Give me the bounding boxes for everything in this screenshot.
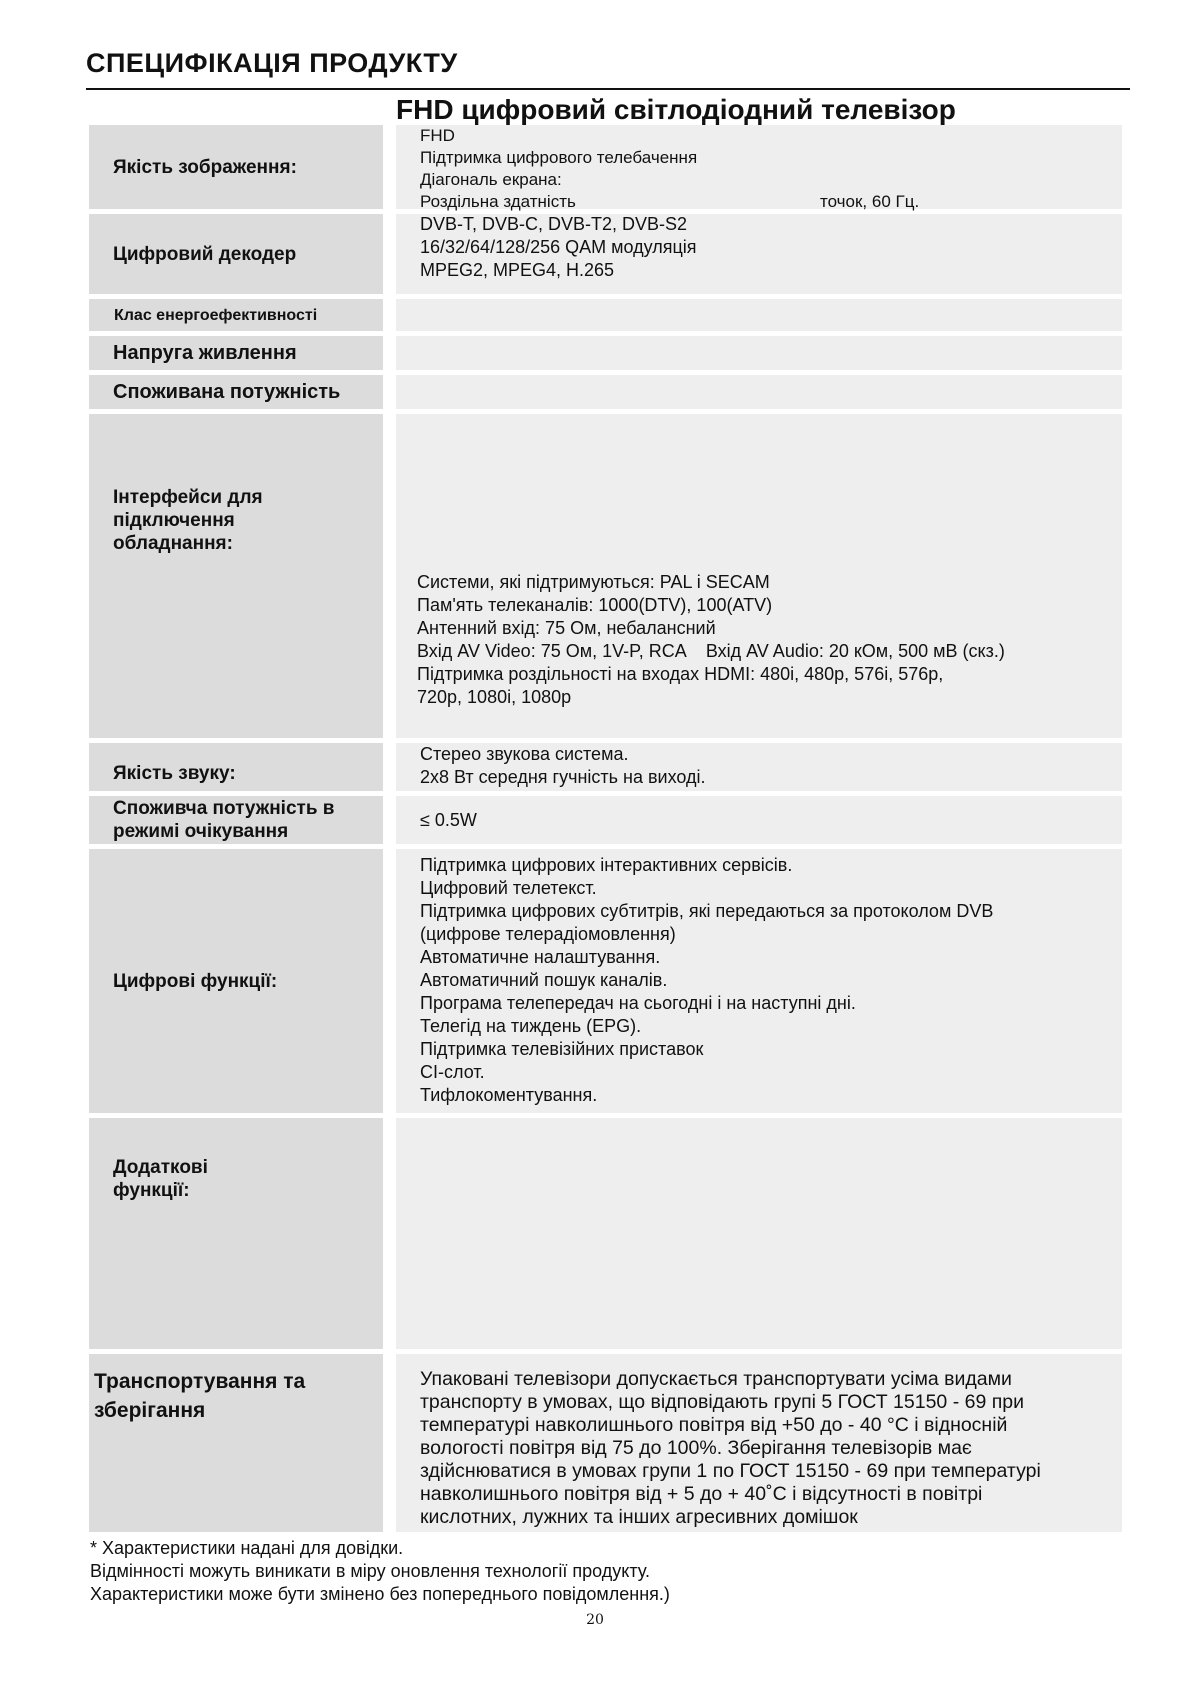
value-line: Вхід AV Video: 75 Ом, 1V-P, RCA Вхід AV Audio: 20 кОм, 500 мВ (скз.): [417, 641, 1005, 661]
spec-label: Цифрові функції:: [89, 849, 383, 1113]
spec-value: [396, 743, 1122, 791]
page-number: 20: [586, 1612, 604, 1628]
value-line: Телегід на тиждень (EPG).: [420, 1016, 642, 1036]
spec-value: [396, 299, 1122, 331]
spec-row-picture: [89, 125, 1122, 209]
spec-label: Клас енергоефективності: [89, 299, 383, 331]
value-line: транспорту в умовах, що відповідають групі 5 ГОСТ 15150 - 69 при: [420, 1391, 1025, 1413]
spec-value: [396, 1354, 1122, 1532]
page-title: СПЕЦИФІКАЦІЯ ПРОДУКТУ: [86, 48, 458, 78]
label-line: Додаткові: [113, 1157, 208, 1178]
spec-label: [89, 1354, 383, 1532]
value-line: температурі навколишнього повітря від +50 до - 40 °С і відносній: [420, 1414, 1008, 1436]
footnote-line: * Характеристики надані для довідки.: [90, 1538, 404, 1558]
value-line: Автоматичне налаштування.: [420, 947, 661, 967]
value-line: Стерео звукова система.: [420, 744, 629, 764]
label-line: підключення: [113, 510, 235, 531]
spec-value: [396, 336, 1122, 370]
label-line: функції:: [113, 1180, 190, 1201]
spec-row-standby: [89, 796, 1122, 844]
spec-label: Якість звуку:: [89, 743, 383, 791]
value-line: Підтримка цифрового телебачення: [420, 148, 698, 167]
value-line: Упаковані телевізори допускається транспортувати усіма видами: [420, 1368, 1012, 1390]
footnote-line: Характеристики може бути змінено без попереднього повідомлення.): [90, 1584, 670, 1604]
value-line: 2x8 Вт середня гучність на виході.: [420, 767, 706, 787]
spec-row-sound: [89, 743, 1122, 791]
footnote-line: Відмінності можуть виникати в міру оновлення технології продукту.: [90, 1561, 650, 1581]
value-line: навколишнього повітря від + 5 до + 40˚С і відсутності в повітрі: [420, 1483, 983, 1505]
value-line: MPEG2, MPEG4, H.265: [420, 260, 615, 280]
value-line: 16/32/64/128/256 QAM модуляція: [420, 237, 697, 257]
label-line: Транспортування та: [94, 1370, 306, 1393]
spec-value: [396, 849, 1122, 1113]
spec-label: Цифровий декодер: [89, 214, 383, 294]
value-line: точок, 60 Гц.: [820, 192, 920, 211]
value-line: CI-слот.: [420, 1062, 485, 1082]
label-line: Споживча потужність в: [113, 798, 335, 819]
value-line: (цифрове телерадіомовлення): [420, 924, 676, 944]
spec-value: [396, 375, 1122, 409]
value-line: Діагональ екрана:: [420, 170, 562, 189]
value-line: Підтримка цифрових інтерактивних сервісів.: [420, 855, 793, 875]
spec-value: [396, 1118, 1122, 1349]
spec-label: Споживана потужність: [89, 375, 383, 409]
value-line: Підтримка роздільності на входах HDMI: 480i, 480p, 576i, 576p,: [417, 664, 944, 684]
spec-value: [396, 796, 1122, 844]
spec-row-extra-functions: [89, 1118, 1122, 1349]
value-line: 720p, 1080i, 1080p: [417, 687, 572, 707]
label-line: зберігання: [94, 1399, 206, 1422]
value-line: Пам'ять телеканалів: 1000(DTV), 100(ATV): [417, 595, 773, 615]
spec-row-decoder: [89, 214, 1122, 294]
spec-value: [396, 414, 1122, 738]
spec-label: [89, 1118, 383, 1349]
value-line: Підтримка цифрових субтитрів, які передаються за протоколом DVB: [420, 901, 994, 921]
title-divider: [86, 88, 1130, 90]
spec-row-transport: [89, 1354, 1122, 1532]
value-line: DVB-T, DVB-C, DVB-T2, DVB-S2: [420, 214, 688, 234]
value-line: Автоматичний пошук каналів.: [420, 970, 668, 990]
product-subtitle: FHD цифровий світлодіодний телевізор: [396, 94, 956, 125]
footnote: [90, 1537, 670, 1606]
value-line: Підтримка телевізійних приставок: [420, 1039, 704, 1059]
value-line: вологості повітря від 75 до 100%. Зберігання телевізорів має: [420, 1437, 972, 1459]
value-line: здійснюватися в умовах групи 1 по ГОСТ 15150 - 69 при температурі: [420, 1460, 1041, 1482]
spec-row-digital-functions: [89, 849, 1122, 1113]
spec-row-power-consumption: [89, 375, 1122, 409]
value-line: FHD: [420, 126, 455, 145]
spec-row-power-supply: [89, 336, 1122, 370]
label-line: Інтерфейси для: [113, 487, 263, 508]
value-line: кислотних, лужних та інших агресивних домішок: [420, 1506, 858, 1528]
label-line: обладнання:: [113, 533, 233, 554]
value-line: Тифлокоментування.: [420, 1085, 598, 1105]
spec-label: Якість зображення:: [89, 125, 383, 209]
spec-value: [396, 214, 1122, 294]
value-line: Програма телепередач на сьогодні і на наступні дні.: [420, 993, 856, 1013]
spec-value: [396, 125, 1122, 209]
spec-row-interfaces: [89, 414, 1122, 738]
value-line: Системи, які підтримуються: PAL і SECAM: [417, 572, 770, 592]
spec-label: [89, 796, 383, 844]
spec-row-energy-class: [89, 299, 1122, 331]
label-line: режимі очікування: [113, 821, 289, 842]
value-line: Роздільна здатність: [420, 192, 576, 211]
standby-value: ≤ 0.5W: [420, 809, 477, 830]
spec-label: Напруга живлення: [89, 336, 383, 370]
value-line: Антенний вхід: 75 Ом, небалансний: [417, 618, 716, 638]
value-line: Цифровий телетекст.: [420, 878, 597, 898]
spec-label: [89, 414, 383, 738]
